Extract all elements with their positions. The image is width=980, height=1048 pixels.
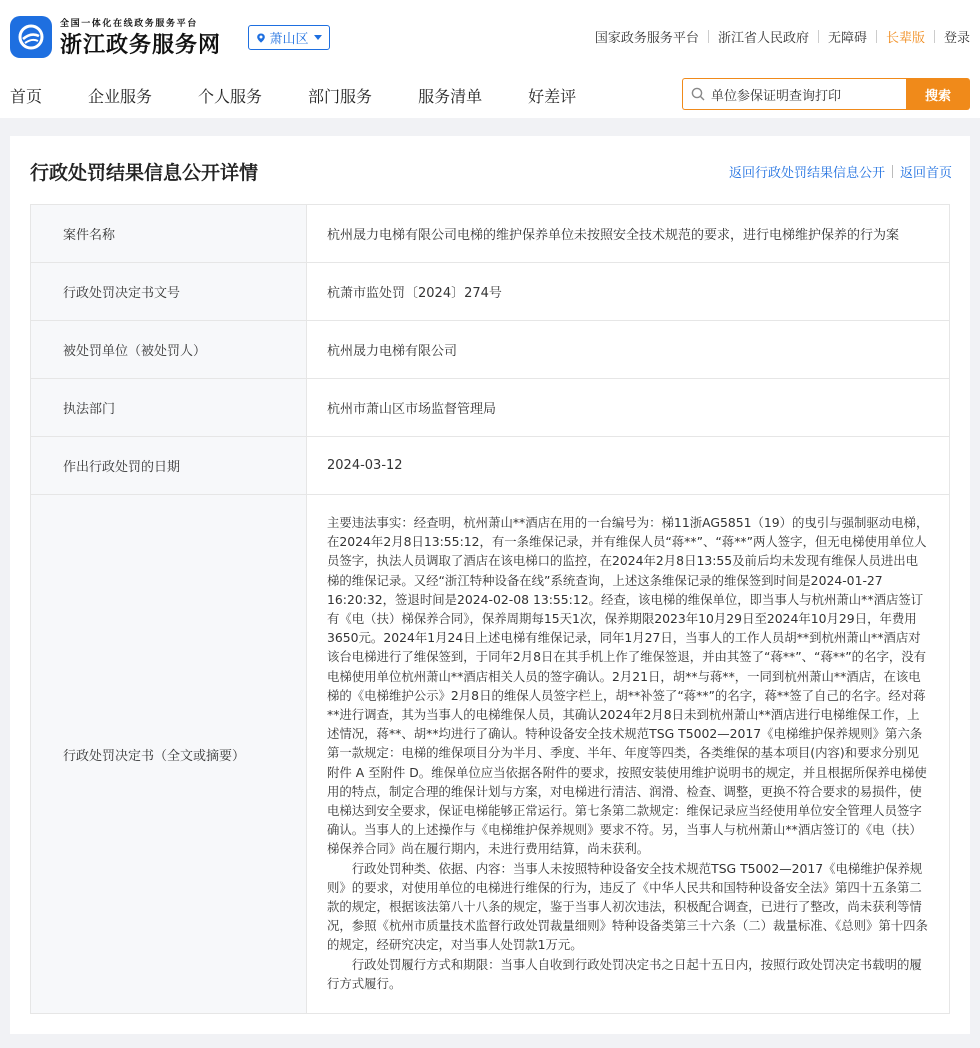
nav-item-personal-services[interactable]: 个人服务	[198, 87, 263, 106]
search-bar	[682, 78, 970, 110]
nav-item-evaluation[interactable]: 好差评	[528, 87, 577, 106]
top-link-accessibility[interactable]: 无障碍	[827, 31, 867, 46]
row-value-decision-date: 2024-03-12	[307, 437, 950, 495]
detail-table	[30, 204, 950, 1014]
nav-item-service-list[interactable]: 服务清单	[418, 87, 483, 106]
decision-paragraph-fulfillment: 行政处罚履行方式和期限：当事人自收到行政处罚决定书之日起十五日内，按照行政处罚决定书载明的履行方式履行。	[327, 956, 922, 991]
row-value-penalized-party: 杭州晟力电梯有限公司	[307, 321, 950, 379]
back-links	[729, 162, 952, 181]
nav-item-department-services[interactable]: 部门服务	[308, 87, 373, 106]
search-button[interactable]: 搜索	[906, 78, 970, 110]
top-link-elder-mode[interactable]: 长辈版	[885, 31, 925, 46]
table-row	[31, 263, 950, 321]
decision-paragraph-basis: 行政处罚种类、依据、内容：当事人未按照特种设备安全技术规范TSG T5002—2017《电梯维护保养规则》的要求，对使用单位的电梯进行维保的行为，违反了《中华人民共和国特种设备安全法》第四十五条第二款的规定，根据该法第八十八条的规定，鉴于当事人初次违法，积极配合调查，已进行了整改，尚未获利等情况，参照《杭州市质量技术监督行政处罚裁量细则》特种设备类第三十六条（二）裁量标准、《总则》第十四条的规定，经研究决定，对当事人处罚款1万元。	[327, 860, 928, 953]
logo-subtitle: 全国一体化在线政务服务平台	[60, 19, 198, 29]
row-value-case-name: 杭州晟力电梯有限公司电梯的维护保养单位未按照安全技术规范的要求，进行电梯维护保养的行为案	[307, 205, 950, 263]
nav-item-home[interactable]: 首页	[10, 87, 43, 106]
table-row	[31, 321, 950, 379]
region-label: 萧山区	[269, 32, 309, 47]
top-links	[595, 27, 970, 46]
row-label-case-name: 案件名称	[31, 205, 307, 263]
table-row	[31, 495, 950, 1014]
table-row	[31, 437, 950, 495]
divider	[708, 30, 709, 43]
detail-card	[10, 136, 970, 1034]
page-title: 行政处罚结果信息公开详情	[30, 162, 259, 184]
top-link-national-platform[interactable]: 国家政务服务平台	[594, 31, 699, 46]
divider	[892, 165, 893, 178]
site-header	[0, 0, 980, 118]
login-link[interactable]: 登录	[943, 31, 970, 46]
row-label-decision-number: 行政处罚决定书文号	[31, 263, 307, 321]
search-box	[682, 78, 906, 110]
table-row	[31, 205, 950, 263]
divider	[934, 30, 935, 43]
region-selector[interactable]	[248, 25, 330, 50]
row-value-decision-text	[307, 495, 950, 1014]
logo-icon[interactable]	[10, 16, 52, 58]
search-input[interactable]	[711, 87, 901, 102]
nav-item-enterprise-services[interactable]: 企业服务	[88, 87, 153, 106]
row-value-enforcement-department: 杭州市萧山区市场监督管理局	[307, 379, 950, 437]
main-nav	[10, 84, 622, 107]
back-to-home-link[interactable]: 返回首页	[899, 166, 952, 181]
logo-title[interactable]: 浙江政务服务网	[60, 33, 222, 58]
back-to-list-link[interactable]: 返回行政处罚结果信息公开	[728, 166, 885, 181]
chevron-down-icon	[314, 35, 322, 40]
top-link-provincial-government[interactable]: 浙江省人民政府	[717, 31, 809, 46]
table-row	[31, 379, 950, 437]
location-pin-icon	[256, 33, 266, 43]
row-value-decision-number: 杭萧市监处罚〔2024〕274号	[307, 263, 950, 321]
row-label-enforcement-department: 执法部门	[31, 379, 307, 437]
divider	[818, 30, 819, 43]
search-icon	[691, 87, 705, 101]
row-label-penalized-party: 被处罚单位（被处罚人）	[31, 321, 307, 379]
row-label-decision-date: 作出行政处罚的日期	[31, 437, 307, 495]
row-label-decision-text: 行政处罚决定书（全文或摘要）	[31, 495, 307, 1014]
decision-paragraph-facts: 主要违法事实：经查明，杭州萧山**酒店在用的一台编号为：梯11浙AG5851（19）的曳引与强制驱动电梯，在2024年2月8日13:55:12，有一条维保记录，并有维保人员“蒋**”、“蒋**”两人签字，但无电梯使用单位人员签字，执法人员调取了酒店在该电梯口的监控，在2024年2月8日13:55及前后均未发现有维保人员进出电梯的维保记录。又经“浙江特种设备在线”系统查询，上述这条维保记录的维保签到时间是2024-01-27 16:20:32，签退时间是2024-02-08 13:55:12。经查，该电梯的维保单位，即当事人与杭州萧山**酒店签订有《电（扶）梯保养合同》，保养周期每15天1次，保养期限2023年10月29日至2024年10月29日，年费用3650元。2024年1月24日上述电梯有维保记录，同年1月27日，当事人的工作人员胡**到杭州萧山**酒店对该台电梯进行了维保签到，于同年2月8日在其手机上作了维保签退，并由其签了“蒋**”、“蒋**”的名字，没有电梯使用单位杭州萧山**酒店相关人员的签字确认。2月21日，胡**与蒋**，一同到杭州萧山**酒店，在该电梯的《电梯维护公示》2月8日的维保人员签字栏上，胡**补签了“蒋**”的名字，蒋**签了自己的名字。经对蒋**进行调查，其为当事人的电梯维保人员，其确认2024年2月8日未到杭州萧山**酒店进行电梯维保工作，上述情况，蒋**、胡**均进行了确认。特种设备安全技术规范TSG T5002—2017《电梯维护保养规则》第六条第一款规定：电梯的维保项目分为半月、季度、半年、年度等四类，各类维保的基本项目(内容)和要求分别见附件 A 至附件 D。维保单位应当依据各附件的要求，按照安装使用维护说明书的规定，并且根据所保养电梯使用的特点，制定合理的维保计划与方案，对电梯进行清洁、润滑、检查、调整，更换不符合要求的易损件，使电梯达到安全要求，保证电梯能够正常运行。第七条第二款规定：维保记录应当经使用单位安全管理人员签字确认。当事人的上述操作与《电梯维护保养规则》要求不符。另，当事人与杭州萧山**酒店签订的《电（扶）梯保养合同》尚在履行期内，未进行费用结算，尚未获利。	[327, 515, 929, 857]
divider	[876, 30, 877, 43]
